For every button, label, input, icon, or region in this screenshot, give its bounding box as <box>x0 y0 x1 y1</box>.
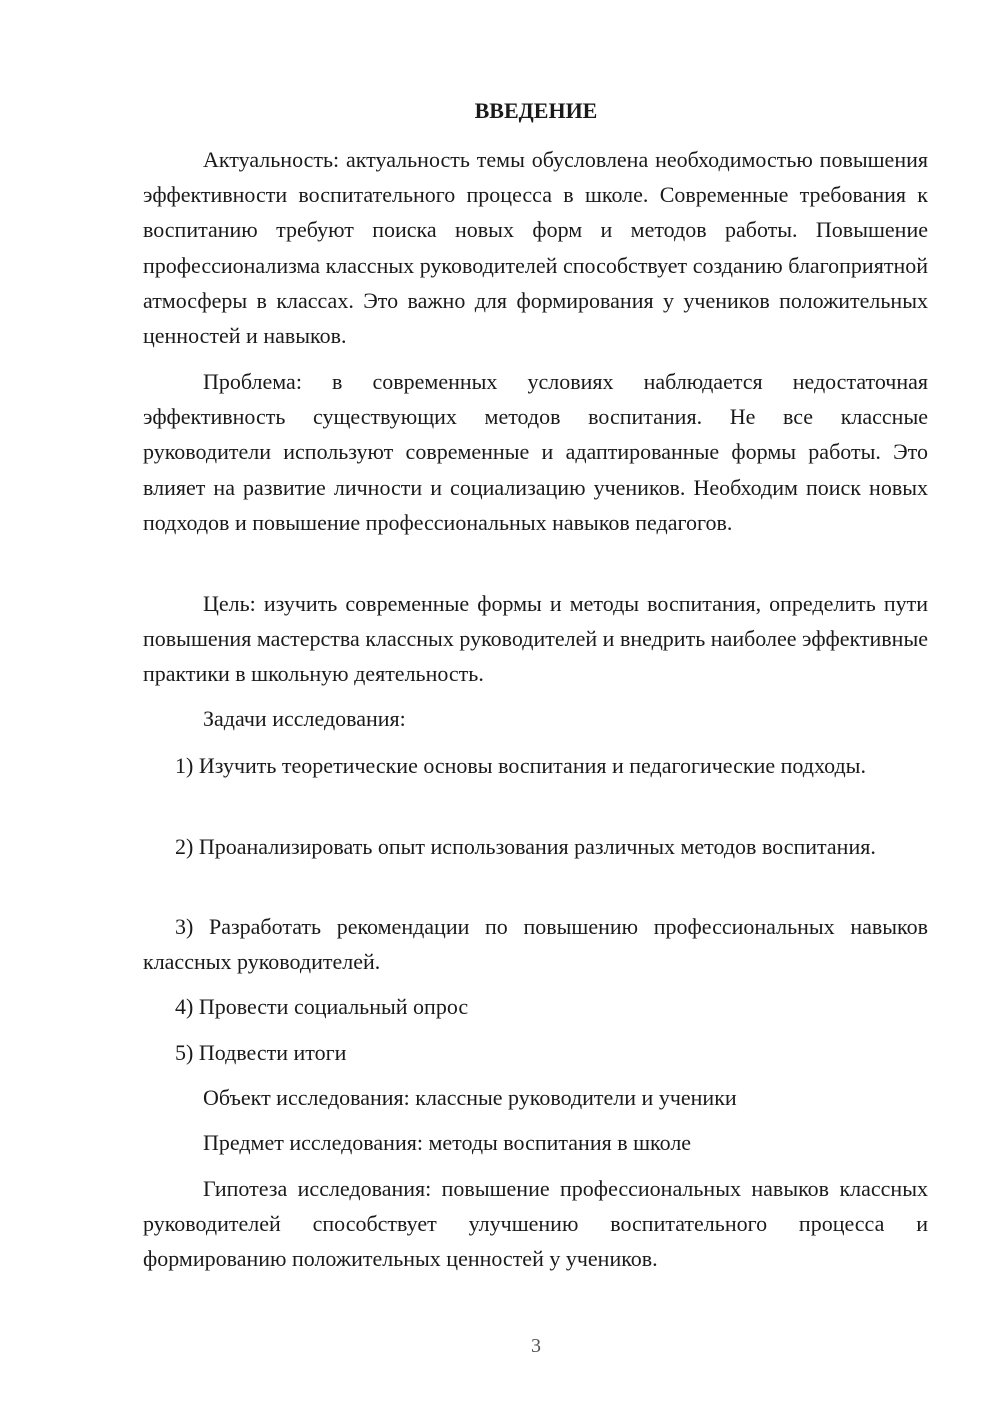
task-item-2: 2) Проанализировать опыт использования различных методов воспитания. <box>175 834 876 859</box>
subject-paragraph: Предмет исследования: методы воспитания в школе <box>203 1130 692 1155</box>
hypothesis-paragraph: Гипотеза исследования: повышение профессиональных навыков классных руководителей способствует улучшению воспитательного процесса и формированию положительных ценностей у учеников. <box>143 1176 928 1272</box>
object-paragraph: Объект исследования: классные руководители и ученики <box>203 1085 737 1110</box>
relevance-paragraph: Актуальность: актуальность темы обусловлена необходимостью повышения эффективности воспитательного процесса в школе. Современные требования к воспитанию требуют поиска новых форм и методов работы. Повышение профессионализма классных руководителей способствует созданию благоприятной атмосферы в классах. Это важно для формирования у учеников положительных ценностей и навыков. <box>143 147 928 349</box>
tasks-title: Задачи исследования: <box>203 706 406 731</box>
task-item-1: 1) Изучить теоретические основы воспитания и педагогические подходы. <box>175 753 866 778</box>
task-item-3: 3) Разработать рекомендации по повышению профессиональных навыков классных руководителей. <box>143 914 928 975</box>
problem-paragraph: Проблема: в современных условиях наблюдается недостаточная эффективность существующих методов воспитания. Не все классные руководители используют современные и адаптированные формы работы. Это влияет на развитие личности и социализацию учеников. Необходим поиск новых подходов и повышение профессиональных навыков педагогов. <box>143 369 928 535</box>
task-item-5: 5) Подвести итоги <box>175 1040 347 1065</box>
section-heading: ВВЕДЕНИЕ <box>474 98 598 123</box>
task-item-4: 4) Провести социальный опрос <box>175 994 469 1019</box>
goal-paragraph: Цель: изучить современные формы и методы воспитания, определить пути повышения мастерства классных руководителей и внедрить наиболее эффективные практики в школьную деятельность. <box>143 591 928 687</box>
page-number: 3 <box>531 1335 541 1357</box>
